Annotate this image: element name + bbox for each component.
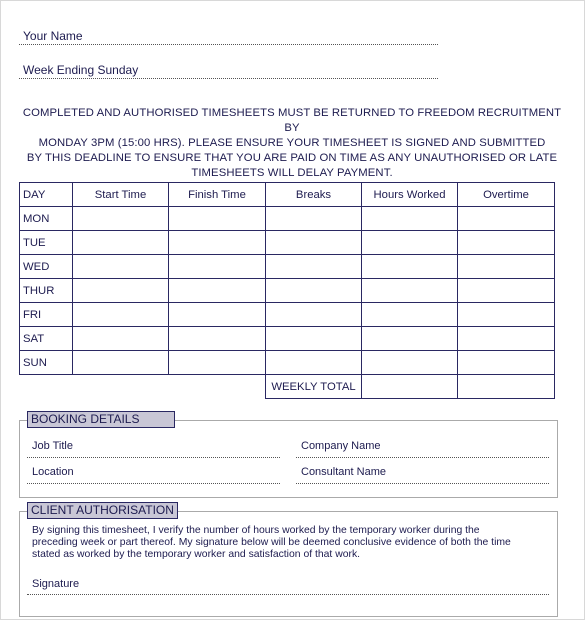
start-time-cell[interactable] <box>73 255 169 279</box>
location-field[interactable] <box>27 483 280 484</box>
your-name-line <box>19 44 438 45</box>
day-label: SUN <box>20 351 73 375</box>
table-row <box>20 207 555 231</box>
start-time-cell[interactable] <box>73 327 169 351</box>
job-title-field[interactable] <box>27 457 280 458</box>
overtime-cell[interactable] <box>458 279 555 303</box>
hours-worked-cell[interactable] <box>362 327 458 351</box>
notice-line: MONDAY 3PM (15:00 HRS). PLEASE ENSURE YOUR TIMESHEET IS SIGNED AND SUBMITTED <box>38 137 546 149</box>
breaks-cell[interactable] <box>266 327 362 351</box>
notice-line: TIMESHEETS WILL DELAY PAYMENT. <box>191 167 393 179</box>
finish-time-cell[interactable] <box>169 207 266 231</box>
start-time-cell[interactable] <box>73 231 169 255</box>
hours-worked-cell[interactable] <box>362 351 458 375</box>
weekly-total-label: WEEKLY TOTAL <box>266 375 362 399</box>
table-row <box>20 327 555 351</box>
start-time-cell[interactable] <box>73 351 169 375</box>
statement-line: stated as worked by the temporary worker and satisfaction of that work. <box>32 549 361 560</box>
header-start-time: Start Time <box>73 183 169 207</box>
overtime-cell[interactable] <box>458 207 555 231</box>
breaks-cell[interactable] <box>266 279 362 303</box>
day-label: TUE <box>20 231 73 255</box>
finish-time-cell[interactable] <box>169 303 266 327</box>
header-breaks: Breaks <box>266 183 362 207</box>
table-header-row <box>20 183 555 207</box>
day-label: THUR <box>20 279 73 303</box>
weekly-total-overtime-cell[interactable] <box>458 375 555 399</box>
week-ending-field[interactable] <box>23 63 438 77</box>
breaks-cell[interactable] <box>266 231 362 255</box>
hours-worked-cell[interactable] <box>362 207 458 231</box>
table-row <box>20 279 555 303</box>
signature-label: Signature <box>32 578 80 590</box>
overtime-cell[interactable] <box>458 231 555 255</box>
header-hours-worked: Hours Worked <box>362 183 458 207</box>
breaks-cell[interactable] <box>266 351 362 375</box>
job-title-label: Job Title <box>32 440 73 452</box>
hours-worked-cell[interactable] <box>362 255 458 279</box>
your-name-label: Your Name <box>23 29 83 43</box>
start-time-cell[interactable] <box>73 279 169 303</box>
overtime-cell[interactable] <box>458 327 555 351</box>
overtime-cell[interactable] <box>458 255 555 279</box>
consultant-name-label: Consultant Name <box>301 466 386 478</box>
authorisation-statement <box>32 525 537 561</box>
statement-line: preceding week or part thereof. My signature below will be deemed conclusive evidence of both the time <box>32 537 511 548</box>
client-authorisation-title: CLIENT AUTHORISATION <box>27 502 178 519</box>
week-ending-line <box>19 78 438 79</box>
breaks-cell[interactable] <box>266 207 362 231</box>
company-name-label: Company Name <box>301 440 381 452</box>
finish-time-cell[interactable] <box>169 279 266 303</box>
signature-field[interactable] <box>27 594 549 595</box>
day-label: SAT <box>20 327 73 351</box>
booking-details-title: BOOKING DETAILS <box>27 411 175 428</box>
breaks-cell[interactable] <box>266 255 362 279</box>
table-row <box>20 231 555 255</box>
booking-details-box <box>19 420 558 498</box>
weekly-total-hours-cell[interactable] <box>362 375 458 399</box>
hours-worked-cell[interactable] <box>362 231 458 255</box>
statement-line: By signing this timesheet, I verify the number of hours worked by the temporary worker during the <box>32 525 480 536</box>
day-label: FRI <box>20 303 73 327</box>
consultant-name-field[interactable] <box>296 483 549 484</box>
header-overtime: Overtime <box>458 183 555 207</box>
overtime-cell[interactable] <box>458 351 555 375</box>
finish-time-cell[interactable] <box>169 351 266 375</box>
location-label: Location <box>32 466 74 478</box>
notice-line: COMPLETED AND AUTHORISED TIMESHEETS MUST BE RETURNED TO FREEDOM RECRUITMENT BY <box>22 107 562 134</box>
finish-time-cell[interactable] <box>169 327 266 351</box>
week-ending-label: Week Ending Sunday <box>23 63 139 77</box>
header-day: DAY <box>20 183 73 207</box>
table-row <box>20 303 555 327</box>
notice-line: BY THIS DEADLINE TO ENSURE THAT YOU ARE PAID ON TIME AS ANY UNAUTHORISED OR LATE <box>26 152 558 164</box>
finish-time-cell[interactable] <box>169 231 266 255</box>
company-name-field[interactable] <box>296 457 549 458</box>
start-time-cell[interactable] <box>73 303 169 327</box>
timesheet-table <box>19 182 555 399</box>
day-label: MON <box>20 207 73 231</box>
deadline-notice <box>14 106 570 181</box>
weekly-total-row <box>20 375 555 399</box>
start-time-cell[interactable] <box>73 207 169 231</box>
your-name-field[interactable] <box>23 29 438 43</box>
breaks-cell[interactable] <box>266 303 362 327</box>
header-finish-time: Finish Time <box>169 183 266 207</box>
table-row <box>20 351 555 375</box>
table-row <box>20 255 555 279</box>
hours-worked-cell[interactable] <box>362 303 458 327</box>
hours-worked-cell[interactable] <box>362 279 458 303</box>
day-label: WED <box>20 255 73 279</box>
overtime-cell[interactable] <box>458 303 555 327</box>
finish-time-cell[interactable] <box>169 255 266 279</box>
